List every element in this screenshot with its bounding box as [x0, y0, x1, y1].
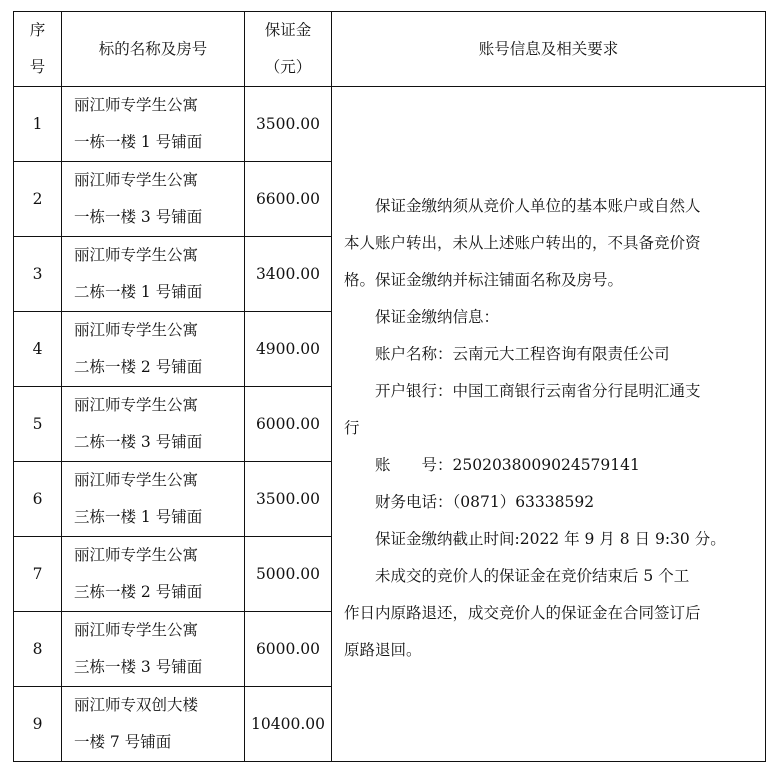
row-name-line2: 二栋一楼 1 号铺面 [74, 283, 203, 301]
info-line: 财务电话：（0871）63338592 [375, 493, 595, 511]
row-name [62, 687, 245, 762]
info-line: 行 [344, 419, 360, 437]
row-name-line1: 丽江师专双创大楼 [74, 696, 199, 714]
header-seq-line2: 号 [29, 58, 46, 76]
row-seq: 1 [14, 87, 62, 162]
row-name [62, 387, 245, 462]
row-seq: 6 [14, 462, 62, 537]
row-seq: 4 [14, 312, 62, 387]
info-line: 作日内原路退还，成交竞价人的保证金在合同签订后 [344, 604, 701, 622]
info-line: 未成交的竞价人的保证金在竞价结束后 5 个工 [375, 567, 690, 585]
table-row [14, 87, 766, 162]
row-name-line2: 三栋一楼 3 号铺面 [74, 658, 203, 676]
row-deposit: 3500.00 [245, 462, 332, 537]
row-seq: 3 [14, 237, 62, 312]
row-seq: 9 [14, 687, 62, 762]
row-name-line1: 丽江师专学生公寓 [74, 546, 199, 564]
row-name-line1: 丽江师专学生公寓 [74, 621, 199, 639]
row-name-line1: 丽江师专学生公寓 [74, 96, 199, 114]
row-deposit: 5000.00 [245, 537, 332, 612]
info-cell [332, 87, 766, 762]
header-info: 账号信息及相关要求 [332, 12, 766, 87]
info-line: 开户银行：中国工商银行云南省分行昆明汇通支 [375, 382, 701, 400]
row-name-line2: 二栋一楼 3 号铺面 [74, 433, 203, 451]
row-deposit: 6000.00 [245, 387, 332, 462]
row-seq: 7 [14, 537, 62, 612]
row-name [62, 537, 245, 612]
row-name-line2: 二栋一楼 2 号铺面 [74, 358, 203, 376]
row-seq: 2 [14, 162, 62, 237]
info-line: 保证金缴纳信息： [375, 308, 500, 326]
info-line: 保证金缴纳截止时间:2022 年 9 月 8 日 9:30 分。 [375, 530, 726, 548]
row-deposit: 10400.00 [245, 687, 332, 762]
row-seq: 8 [14, 612, 62, 687]
header-seq-line1: 序 [29, 21, 46, 39]
header-deposit-line2: （元） [264, 58, 312, 76]
info-line: 格。保证金缴纳并标注铺面名称及房号。 [344, 271, 624, 289]
header-name: 标的名称及房号 [62, 12, 245, 87]
row-name [62, 462, 245, 537]
header-seq [14, 12, 62, 87]
row-name-line1: 丽江师专学生公寓 [74, 171, 199, 189]
row-name-line1: 丽江师专学生公寓 [74, 396, 199, 414]
info-line: 保证金缴纳须从竞价人单位的基本账户或自然人 [375, 197, 701, 215]
row-name-line2: 一楼 7 号铺面 [74, 733, 172, 751]
header-deposit-line1: 保证金 [264, 21, 312, 39]
row-name [62, 312, 245, 387]
row-name-line2: 一栋一楼 3 号铺面 [74, 208, 203, 226]
table-header-row [14, 12, 766, 87]
info-line: 账 号：2502038009024579141 [375, 456, 640, 474]
row-name [62, 237, 245, 312]
info-line: 原路退回。 [344, 641, 422, 659]
row-name [62, 162, 245, 237]
row-deposit: 3400.00 [245, 237, 332, 312]
info-line: 账户名称：云南元大工程咨询有限责任公司 [375, 345, 670, 363]
row-deposit: 6000.00 [245, 612, 332, 687]
row-name-line2: 一栋一楼 1 号铺面 [74, 133, 203, 151]
row-name-line1: 丽江师专学生公寓 [74, 321, 199, 339]
row-deposit: 6600.00 [245, 162, 332, 237]
row-seq: 5 [14, 387, 62, 462]
header-deposit [245, 12, 332, 87]
row-deposit: 4900.00 [245, 312, 332, 387]
row-name-line1: 丽江师专学生公寓 [74, 246, 199, 264]
info-line: 本人账户转出，未从上述账户转出的，不具备竞价资 [344, 234, 701, 252]
row-name-line2: 三栋一楼 2 号铺面 [74, 583, 203, 601]
deposit-table [13, 11, 766, 762]
row-name [62, 612, 245, 687]
row-name-line2: 三栋一楼 1 号铺面 [74, 508, 203, 526]
row-deposit: 3500.00 [245, 87, 332, 162]
row-name [62, 87, 245, 162]
row-name-line1: 丽江师专学生公寓 [74, 471, 199, 489]
